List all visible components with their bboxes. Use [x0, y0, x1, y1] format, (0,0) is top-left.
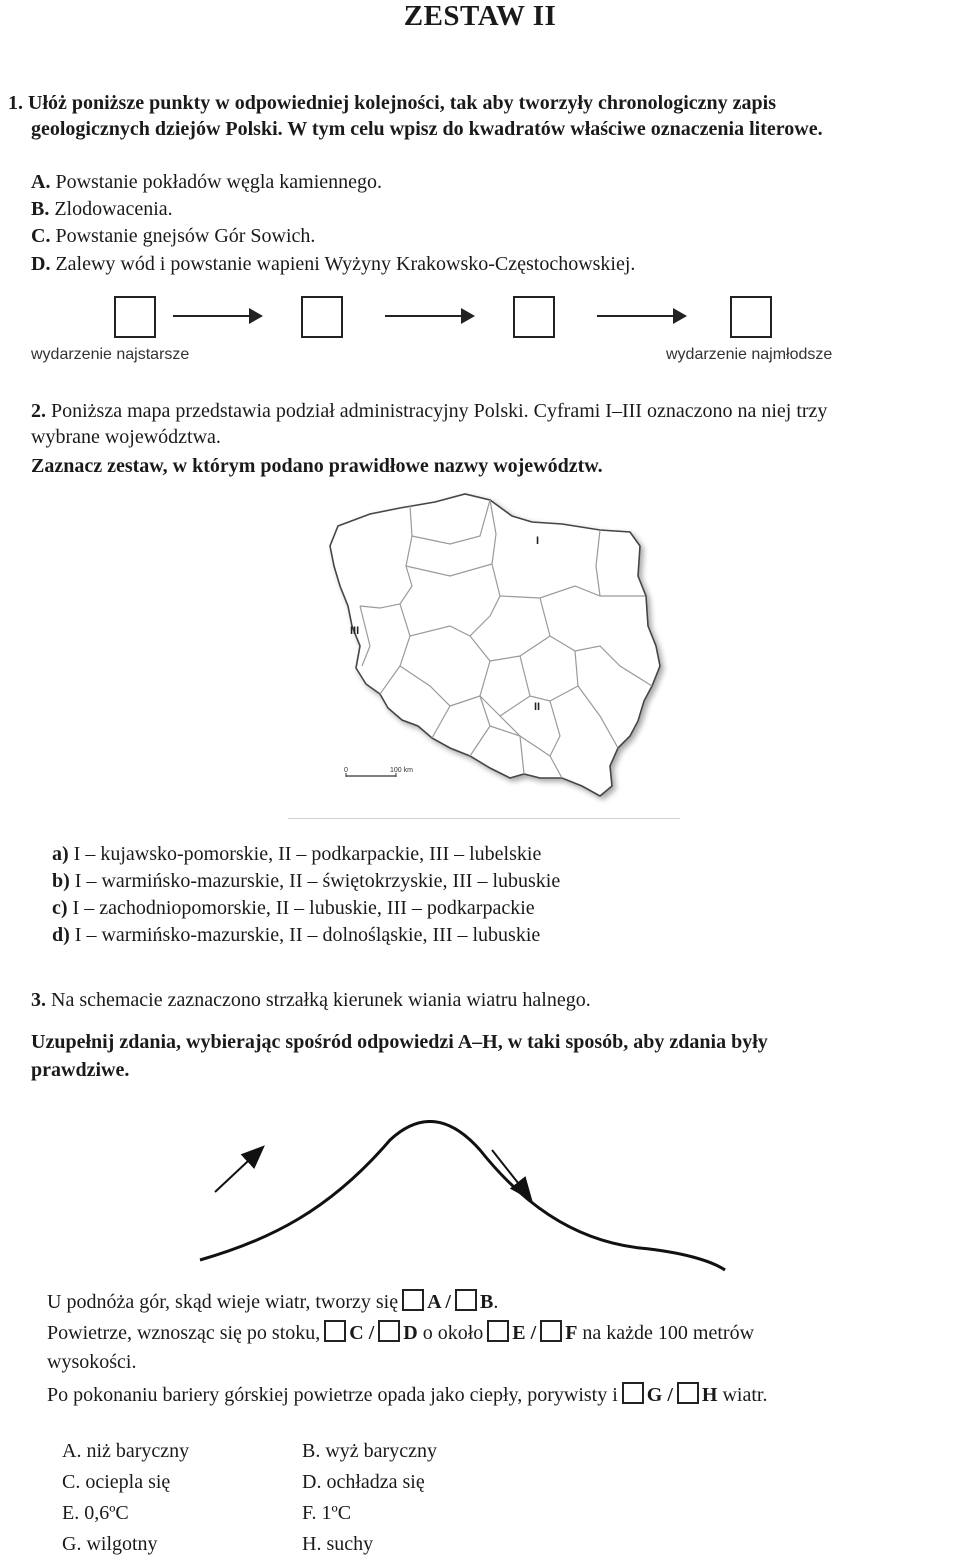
- q3-sentence-3: Po pokonaniu bariery górskiej powietrze opada jako ciepły, porywisty i G / H wiatr.: [47, 1384, 768, 1406]
- label-youngest: wydarzenie najmłodsze: [666, 346, 833, 363]
- choice-box-h[interactable]: [677, 1382, 699, 1404]
- choice-box-d[interactable]: [378, 1320, 400, 1342]
- q3-sentence-2-cont: wysokości.: [47, 1351, 137, 1373]
- divider: [288, 818, 680, 819]
- choice-box-f[interactable]: [540, 1320, 562, 1342]
- mountain-profile: [200, 1121, 725, 1270]
- q2-option-d[interactable]: d) I – warmińsko-mazurskie, II – dolnośląskie, III – lubuskie: [52, 924, 541, 946]
- q2-option-c[interactable]: c) I – zachodniopomorskie, II – lubuskie, III – podkarpackie: [52, 897, 535, 919]
- answer-g: G. wilgotny: [62, 1533, 158, 1555]
- wind-arrow-left: [215, 1148, 262, 1192]
- q1-item-d: D. Zalewy wód i powstanie wapieni Wyżyny Krakowsko-Częstochowskiej.: [31, 253, 636, 275]
- q1-item-b: B. Zlodowacenia.: [31, 198, 173, 220]
- q1-item-c: C. Powstanie gnejsów Gór Sowich.: [31, 225, 316, 247]
- map-label-i: I: [536, 535, 540, 547]
- q2-prompt-line1: 2. Poniższa mapa przedstawia podział administracyjny Polski. Cyframi I–III oznaczono na niej trzy: [31, 400, 828, 422]
- answer-b: B. wyż baryczny: [302, 1440, 437, 1462]
- answer-f: F. 1ºC: [302, 1502, 352, 1524]
- answer-box-2[interactable]: [301, 296, 343, 338]
- map-scale-bar: [344, 767, 413, 777]
- q3-prompt: 3. Na schemacie zaznaczono strzałką kierunek wiania wiatru halnego.: [31, 989, 591, 1011]
- choice-box-c[interactable]: [324, 1320, 346, 1342]
- map-label-iii: III: [350, 625, 360, 637]
- q2-instruction: Zaznacz zestaw, w którym podano prawidłowe nazwy województw.: [31, 455, 603, 477]
- answer-a: A. niż baryczny: [62, 1440, 190, 1462]
- foehn-diagram: [190, 1120, 730, 1280]
- q3-sentence-2: Powietrze, wznosząc się po stoku, C / D o około E / F na każde 100 metrów: [47, 1322, 755, 1344]
- answer-box-3[interactable]: [513, 296, 555, 338]
- choice-box-e[interactable]: [487, 1320, 509, 1342]
- q2-option-a[interactable]: a) I – kujawsko-pomorskie, II – podkarpackie, III – lubelskie: [52, 843, 542, 865]
- arrow-right-icon: [597, 315, 685, 317]
- answer-e: E. 0,6ºC: [62, 1502, 129, 1524]
- arrow-right-icon: [173, 315, 261, 317]
- q1-prompt-line2: geologicznych dziejów Polski. W tym celu wpisz do kwadratów właściwe oznaczenia literowe.: [31, 118, 823, 140]
- q3-sentence-1: U podnóża gór, skąd wieje wiatr, tworzy się A / B.: [47, 1291, 499, 1313]
- arrow-right-icon: [385, 315, 473, 317]
- map-label-ii: II: [534, 701, 541, 713]
- svg-text:0: 0: [344, 767, 348, 774]
- label-oldest: wydarzenie najstarsze: [31, 346, 190, 363]
- page-title: ZESTAW II: [403, 0, 557, 32]
- svg-text:100 km: 100 km: [390, 767, 413, 774]
- q3-instruction-line1: Uzupełnij zdania, wybierając spośród odpowiedzi A–H, w taki sposób, aby zdania były: [31, 1031, 768, 1053]
- poland-map: [300, 486, 680, 816]
- q2-option-b[interactable]: b) I – warmińsko-mazurskie, II – świętokrzyskie, III – lubuskie: [52, 870, 561, 892]
- choice-box-g[interactable]: [622, 1382, 644, 1404]
- choice-box-a[interactable]: [402, 1289, 424, 1311]
- answer-d: D. ochładza się: [302, 1471, 425, 1493]
- q1-prompt-line1: 1. Ułóż poniższe punkty w odpowiedniej kolejności, tak aby tworzyły chronologiczny zapis: [8, 92, 776, 114]
- q2-prompt-line2: wybrane województwa.: [31, 426, 221, 448]
- answer-c: C. ociepla się: [62, 1471, 171, 1493]
- q3-instruction-line2: prawdziwe.: [31, 1059, 130, 1081]
- wind-arrow-right: [492, 1150, 530, 1198]
- q1-item-a: A. Powstanie pokładów węgla kamiennego.: [31, 171, 383, 193]
- choice-box-b[interactable]: [455, 1289, 477, 1311]
- answer-box-4[interactable]: [730, 296, 772, 338]
- answer-h: H. suchy: [302, 1533, 374, 1555]
- answer-box-1[interactable]: [114, 296, 156, 338]
